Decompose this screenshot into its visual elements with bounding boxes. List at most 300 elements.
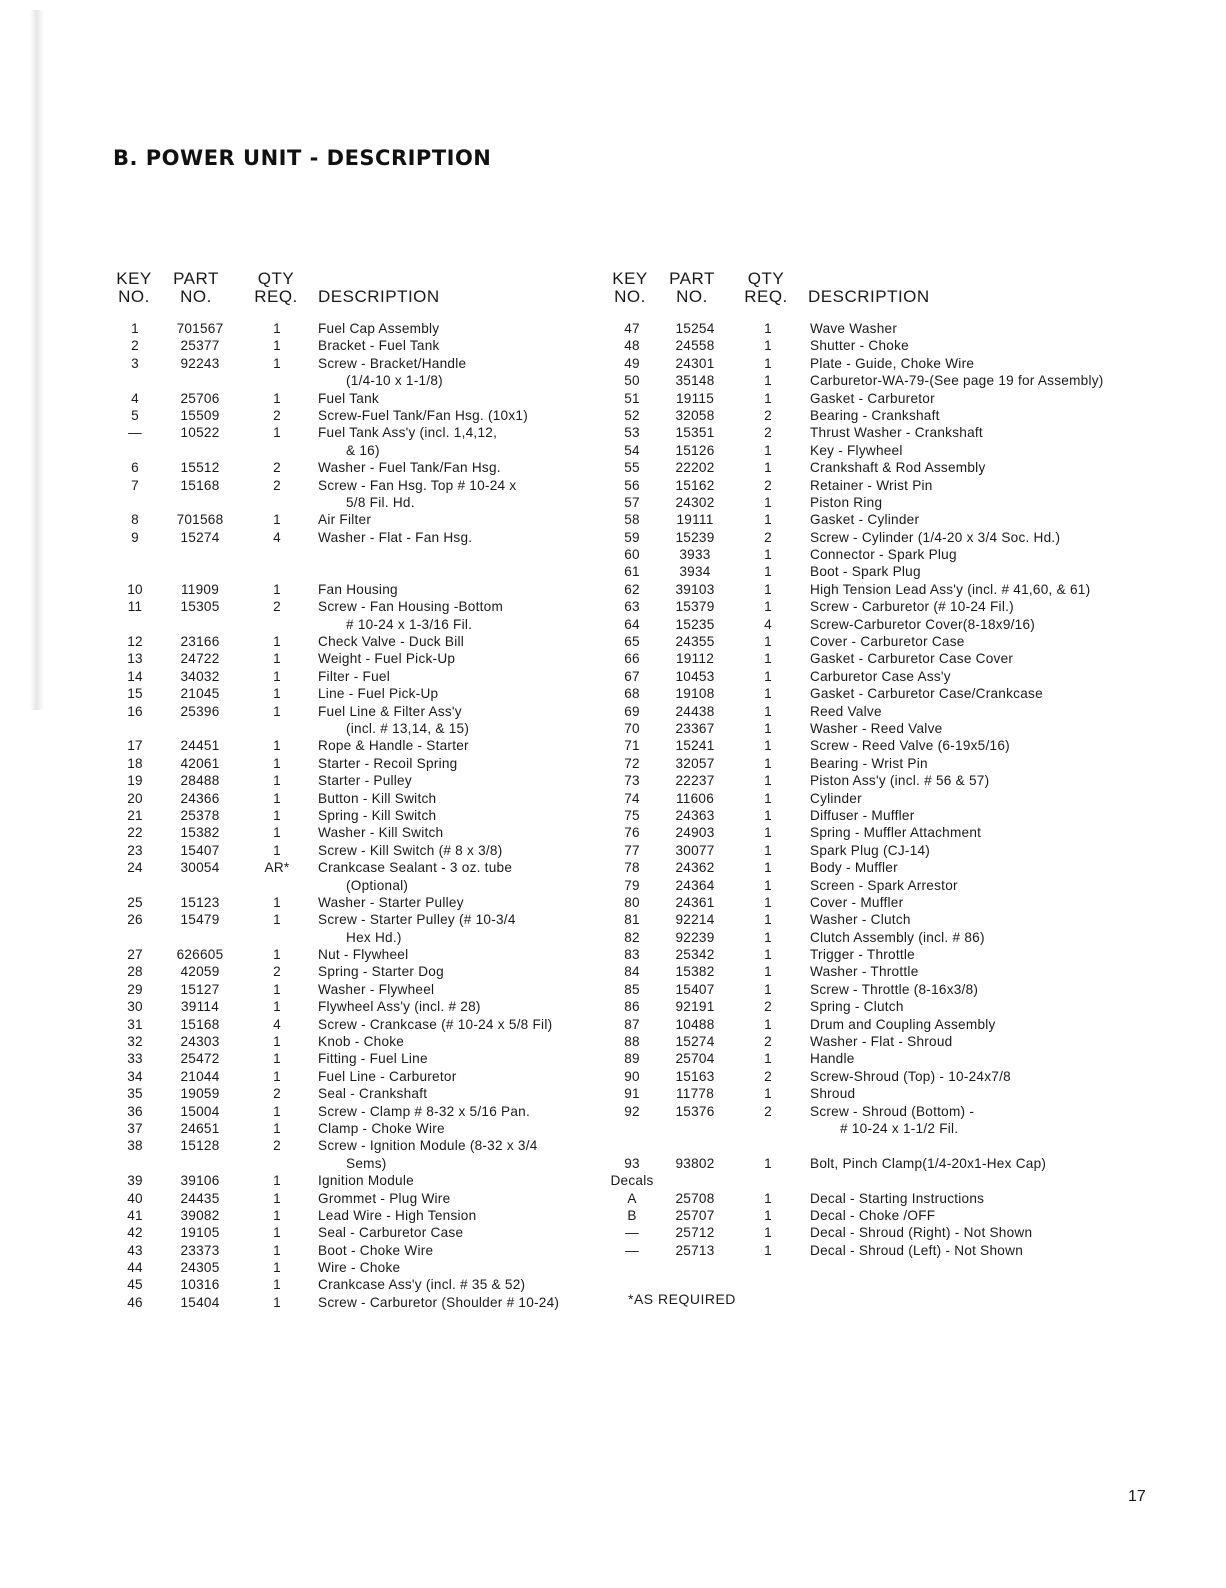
cell-description: Decal - Choke /OFF xyxy=(810,1207,936,1223)
cell-qty-req: 1 xyxy=(273,321,281,336)
cell-description: Screw - Carburetor (# 10-24 Fil.) xyxy=(810,599,1014,615)
cell-description: Cover - Carburetor Case xyxy=(810,634,965,650)
cell-qty-req: 2 xyxy=(764,477,772,493)
table-row xyxy=(0,1103,1226,1120)
table-row xyxy=(0,842,1226,859)
cell-part-no: 22237 xyxy=(675,773,715,789)
cell-description: Fuel Line - Carburetor xyxy=(318,1068,457,1084)
cell-qty-req: 1 xyxy=(273,686,281,702)
cell-key-no: 61 xyxy=(624,564,640,580)
cell-part-no: 42059 xyxy=(180,964,220,980)
cell-qty-req: 1 xyxy=(273,1120,281,1136)
cell-part-no: 25342 xyxy=(675,947,715,963)
table-row xyxy=(0,1137,1226,1154)
cell-part-no: 15235 xyxy=(675,616,715,632)
cell-key-no: 80 xyxy=(624,894,640,910)
table-row xyxy=(0,563,1226,580)
cell-qty-req: 1 xyxy=(764,964,772,980)
cell-key-no: 92 xyxy=(624,1103,640,1119)
cell-part-no: 25377 xyxy=(180,338,220,354)
cell-description: Screw - Kill Switch (# 8 x 3/8) xyxy=(318,842,503,858)
table-row xyxy=(0,1033,1226,1050)
cell-part-no: 28488 xyxy=(180,773,220,789)
cell-description: Connector - Spark Plug xyxy=(810,547,957,563)
table-row xyxy=(0,755,1226,772)
cell-part-no: 15274 xyxy=(675,1034,715,1050)
cell-description: Screw-Fuel Tank/Fan Hsg. (10x1) xyxy=(318,407,528,423)
cell-key-no: 34 xyxy=(127,1068,143,1084)
cell-description: Screw - Clamp # 8-32 x 5/16 Pan. xyxy=(318,1103,530,1119)
cell-key-no: 48 xyxy=(624,338,640,354)
cell-key-no: B xyxy=(627,1207,637,1223)
cell-part-no: 15404 xyxy=(180,1294,220,1310)
cell-part-no: 15379 xyxy=(675,599,715,615)
cell-description: Fuel Cap Assembly xyxy=(318,321,440,336)
cell-description: Spring - Kill Switch xyxy=(318,807,437,823)
header-part-no-right: PART NO. xyxy=(669,269,715,306)
cell-key-no: 20 xyxy=(127,790,143,806)
table-row xyxy=(0,1207,1226,1224)
cell-qty-req: 2 xyxy=(764,1068,772,1084)
cell-key-no: 77 xyxy=(624,842,640,858)
cell-key-no: 55 xyxy=(624,460,640,476)
cell-part-no: 15512 xyxy=(180,460,220,476)
cell-qty-req: 1 xyxy=(764,877,772,893)
cell-key-no: 43 xyxy=(127,1242,143,1258)
cell-qty-req: 1 xyxy=(764,1051,772,1067)
cell-part-no: 15163 xyxy=(675,1068,715,1084)
cell-description: Washer - Kill Switch xyxy=(318,825,444,841)
cell-description: Drum and Coupling Assembly xyxy=(810,1016,996,1032)
table-row xyxy=(0,529,1226,546)
table-row xyxy=(0,1085,1226,1102)
cell-description: Body - Muffler xyxy=(810,860,898,876)
cell-description: Wire - Choke xyxy=(318,1260,401,1276)
table-row xyxy=(0,981,1226,998)
table-row xyxy=(0,963,1226,980)
cell-qty-req: 1 xyxy=(764,373,772,389)
cell-key-no: 25 xyxy=(127,894,143,910)
cell-key-no: 46 xyxy=(127,1294,143,1310)
cell-part-no: 23373 xyxy=(180,1242,220,1258)
cell-description: Screw - Carburetor (Shoulder # 10-24) xyxy=(318,1294,560,1310)
cell-description: Screw - Crankcase (# 10-24 x 5/8 Fil) xyxy=(318,1016,553,1032)
cell-key-no: A xyxy=(627,1190,637,1206)
cell-qty-req: 1 xyxy=(273,703,281,719)
cell-description: (incl. # 13,14, & 15) xyxy=(346,720,470,736)
cell-part-no: 93802 xyxy=(675,1155,715,1171)
cell-part-no: 15168 xyxy=(180,477,220,493)
cell-key-no: 33 xyxy=(127,1051,143,1067)
cell-part-no: 19111 xyxy=(676,512,714,528)
cell-qty-req: 2 xyxy=(764,407,772,423)
cell-key-no: 69 xyxy=(624,703,640,719)
cell-key-no: 50 xyxy=(624,373,640,389)
cell-description: & 16) xyxy=(346,442,380,458)
cell-key-no: 85 xyxy=(624,981,640,997)
cell-qty-req: 1 xyxy=(764,894,772,910)
table-row xyxy=(0,946,1226,963)
cell-part-no: 25713 xyxy=(675,1242,715,1258)
cell-key-no: — xyxy=(625,1242,639,1258)
cell-qty-req: 1 xyxy=(273,1277,281,1293)
cell-part-no: 39103 xyxy=(675,581,715,597)
cell-description: Spring - Clutch xyxy=(810,999,904,1015)
cell-description: Starter - Pulley xyxy=(318,773,412,789)
cell-qty-req: 2 xyxy=(764,1103,772,1119)
cell-part-no: 15382 xyxy=(675,964,715,980)
cell-qty-req: 1 xyxy=(273,1260,281,1276)
cell-description: Spring - Muffler Attachment xyxy=(810,825,982,841)
cell-key-no: 54 xyxy=(624,442,640,458)
cell-key-no: 41 xyxy=(127,1207,143,1223)
cell-part-no: 24361 xyxy=(675,894,715,910)
cell-qty-req: 1 xyxy=(764,929,772,945)
cell-part-no: 3934 xyxy=(679,564,711,580)
cell-part-no: 15274 xyxy=(180,529,220,545)
cell-description: Diffuser - Muffler xyxy=(810,807,915,823)
cell-key-no: 4 xyxy=(131,390,139,406)
cell-key-no: 66 xyxy=(624,651,640,667)
table-row xyxy=(0,616,1226,633)
cell-part-no: 25472 xyxy=(180,1051,220,1067)
cell-qty-req: 1 xyxy=(273,912,281,928)
cell-qty-req: 1 xyxy=(273,807,281,823)
cell-key-no: 7 xyxy=(131,477,139,493)
table-row xyxy=(0,494,1226,511)
cell-qty-req: 1 xyxy=(764,355,772,371)
cell-description: Grommet - Plug Wire xyxy=(318,1190,451,1206)
cell-qty-req: 1 xyxy=(764,599,772,615)
cell-description: Shutter - Choke xyxy=(810,338,909,354)
cell-qty-req: 1 xyxy=(764,564,772,580)
cell-key-no: 83 xyxy=(624,947,640,963)
cell-key-no: 8 xyxy=(131,512,139,528)
cell-key-no: 56 xyxy=(624,477,640,493)
cell-description: (1/4-10 x 1-1/8) xyxy=(346,373,443,389)
cell-key-no: 45 xyxy=(127,1277,143,1293)
cell-part-no: 626605 xyxy=(176,947,224,963)
cell-part-no: 24364 xyxy=(675,877,715,893)
cell-qty-req: 1 xyxy=(764,755,772,771)
header-qty-req-right: QTY REQ. xyxy=(744,269,788,306)
table-row xyxy=(0,633,1226,650)
cell-qty-req: 1 xyxy=(764,773,772,789)
cell-part-no: 92191 xyxy=(675,999,715,1015)
cell-key-no: — xyxy=(625,1225,639,1241)
cell-description: Fuel Tank xyxy=(318,390,379,406)
table-row xyxy=(0,998,1226,1015)
cell-part-no: 32058 xyxy=(675,407,715,423)
cell-key-no: 64 xyxy=(624,616,640,632)
cell-qty-req: 1 xyxy=(273,390,281,406)
cell-qty-req: 1 xyxy=(273,581,281,597)
cell-qty-req: 1 xyxy=(764,686,772,702)
cell-description: Fuel Tank Ass'y (incl. 1,4,12, xyxy=(318,425,498,441)
cell-key-no: 26 xyxy=(127,912,143,928)
cell-qty-req: 1 xyxy=(764,738,772,754)
cell-key-no: 14 xyxy=(127,668,143,684)
cell-qty-req: 1 xyxy=(273,947,281,963)
cell-description: Spring - Starter Dog xyxy=(318,964,444,980)
cell-description: Screw - Fan Housing -Bottom xyxy=(318,599,504,615)
cell-part-no: 15127 xyxy=(180,981,220,997)
cell-qty-req: 1 xyxy=(273,755,281,771)
cell-part-no: 24438 xyxy=(675,703,715,719)
cell-part-no: 3933 xyxy=(679,547,711,563)
cell-qty-req: 2 xyxy=(273,1086,281,1102)
cell-description: (Optional) xyxy=(346,877,409,893)
cell-part-no: 24305 xyxy=(180,1260,220,1276)
cell-key-no: 49 xyxy=(624,355,640,371)
cell-key-no: 15 xyxy=(127,686,143,702)
table-row xyxy=(0,720,1226,737)
cell-description: Washer - Fuel Tank/Fan Hsg. xyxy=(318,460,501,476)
cell-description: Retainer - Wrist Pin xyxy=(810,477,933,493)
cell-description: Gasket - Carburetor Case Cover xyxy=(810,651,1014,667)
cell-key-no: 1 xyxy=(131,321,139,336)
table-row xyxy=(0,772,1226,789)
cell-qty-req: 1 xyxy=(273,1242,281,1258)
cell-key-no: 12 xyxy=(127,634,143,650)
table-row xyxy=(0,1155,1226,1172)
cell-qty-req: 2 xyxy=(273,407,281,423)
cell-key-no: 71 xyxy=(624,738,640,754)
cell-part-no: 19108 xyxy=(675,686,715,702)
cell-key-no: 89 xyxy=(624,1051,640,1067)
cell-key-no: 2 xyxy=(131,338,139,354)
cell-key-no: 40 xyxy=(127,1190,143,1206)
cell-description: Gasket - Carburetor xyxy=(810,390,935,406)
cell-part-no: 39114 xyxy=(180,999,220,1015)
cell-key-no: 29 xyxy=(127,981,143,997)
cell-part-no: 10316 xyxy=(180,1277,220,1293)
table-row xyxy=(0,1016,1226,1033)
table-row xyxy=(0,911,1226,928)
cell-part-no: 92214 xyxy=(675,912,715,928)
cell-description: Shroud xyxy=(810,1086,856,1102)
cell-key-no: 79 xyxy=(624,877,640,893)
cell-part-no: 701567 xyxy=(176,321,224,336)
cell-qty-req: 1 xyxy=(273,738,281,754)
cell-part-no: 15128 xyxy=(180,1138,220,1154)
table-row xyxy=(0,1190,1226,1207)
cell-description: Fuel Line & Filter Ass'y xyxy=(318,703,462,719)
cell-part-no: 19059 xyxy=(180,1086,220,1102)
cell-part-no: 15376 xyxy=(675,1103,715,1119)
cell-qty-req: 1 xyxy=(764,668,772,684)
table-row xyxy=(0,894,1226,911)
cell-description: Washer - Reed Valve xyxy=(810,720,943,736)
cell-qty-req: 1 xyxy=(764,390,772,406)
cell-part-no: 21044 xyxy=(180,1068,220,1084)
cell-qty-req: 1 xyxy=(273,512,281,528)
cell-key-no: 76 xyxy=(624,825,640,841)
cell-key-no: 73 xyxy=(624,773,640,789)
cell-qty-req: 1 xyxy=(764,1207,772,1223)
cell-qty-req: 2 xyxy=(273,964,281,980)
cell-description: Rope & Handle - Starter xyxy=(318,738,469,754)
table-row xyxy=(0,407,1226,424)
cell-description: Carburetor-WA-79-(See page 19 for Assembly) xyxy=(810,373,1104,389)
cell-key-no: 91 xyxy=(624,1086,640,1102)
cell-qty-req: 1 xyxy=(273,338,281,354)
cell-part-no: 15162 xyxy=(675,477,715,493)
cell-qty-req: 1 xyxy=(764,703,772,719)
cell-qty-req: 1 xyxy=(764,807,772,823)
cell-part-no: 15254 xyxy=(675,321,715,336)
cell-description: Piston Ring xyxy=(810,494,883,510)
cell-qty-req: 1 xyxy=(273,999,281,1015)
table-row xyxy=(0,877,1226,894)
cell-qty-req: 2 xyxy=(764,999,772,1015)
cell-description: Line - Fuel Pick-Up xyxy=(318,686,439,702)
cell-qty-req: 1 xyxy=(764,581,772,597)
cell-part-no: 25396 xyxy=(180,703,220,719)
cell-part-no: 15351 xyxy=(675,425,715,441)
cell-key-no: 32 xyxy=(127,1034,143,1050)
cell-description: Check Valve - Duck Bill xyxy=(318,634,465,650)
cell-description: Cylinder xyxy=(810,790,862,806)
cell-part-no: 15407 xyxy=(675,981,715,997)
cell-part-no: 24363 xyxy=(675,807,715,823)
cell-qty-req: AR* xyxy=(264,860,290,876)
cell-description: Screw - Cylinder (1/4-20 x 3/4 Soc. Hd.) xyxy=(810,529,1061,545)
cell-qty-req: 1 xyxy=(273,1173,281,1189)
cell-part-no: 10488 xyxy=(675,1016,715,1032)
table-row xyxy=(0,668,1226,685)
cell-part-no: 39106 xyxy=(180,1173,220,1189)
cell-description: Decal - Starting Instructions xyxy=(810,1190,985,1206)
cell-description: Bolt, Pinch Clamp(1/4-20x1-Hex Cap) xyxy=(810,1155,1047,1171)
cell-qty-req: 1 xyxy=(764,842,772,858)
cell-key-no: 51 xyxy=(624,390,640,406)
table-row xyxy=(0,1276,600,1293)
cell-qty-req: 1 xyxy=(764,547,772,563)
cell-part-no: 25704 xyxy=(675,1051,715,1067)
table-row xyxy=(0,1172,1226,1189)
cell-qty-req: 1 xyxy=(764,1242,772,1258)
cell-description: Boot - Spark Plug xyxy=(810,564,921,580)
cell-key-no: 90 xyxy=(624,1068,640,1084)
cell-part-no: 30054 xyxy=(180,860,220,876)
table-row xyxy=(0,737,1226,754)
cell-qty-req: 1 xyxy=(273,842,281,858)
cell-part-no: 25712 xyxy=(675,1225,715,1241)
section-title: B. POWER UNIT - DESCRIPTION xyxy=(113,146,492,170)
cell-key-no: 93 xyxy=(624,1155,640,1171)
cell-qty-req: 1 xyxy=(273,790,281,806)
cell-description: Screw - Fan Hsg. Top # 10-24 x xyxy=(318,477,517,493)
cell-description: Clamp - Choke Wire xyxy=(318,1120,445,1136)
cell-key-no: 59 xyxy=(624,529,640,545)
table-row xyxy=(0,685,1226,702)
cell-description: High Tension Lead Ass'y (incl. # 41,60, & 61) xyxy=(810,581,1091,597)
cell-description: Plate - Guide, Choke Wire xyxy=(810,355,975,371)
cell-key-no: 5 xyxy=(131,407,139,423)
cell-description: Sems) xyxy=(346,1155,387,1171)
cell-part-no: 24451 xyxy=(180,738,220,754)
cell-key-no: 81 xyxy=(624,912,640,928)
cell-qty-req: 1 xyxy=(764,512,772,528)
parts-list-right xyxy=(0,320,1226,1259)
cell-description: Screw - Ignition Module (8-32 x 3/4 xyxy=(318,1138,538,1154)
cell-key-no: 82 xyxy=(624,929,640,945)
cell-qty-req: 1 xyxy=(764,860,772,876)
cell-key-no: 36 xyxy=(127,1103,143,1119)
cell-description: Knob - Choke xyxy=(318,1034,405,1050)
cell-description: Reed Valve xyxy=(810,703,882,719)
cell-qty-req: 1 xyxy=(273,1051,281,1067)
cell-part-no: 24435 xyxy=(180,1190,220,1206)
table-row xyxy=(0,1259,600,1276)
cell-qty-req: 1 xyxy=(764,1225,772,1241)
header-qty-req: QTY REQ. xyxy=(254,269,298,306)
cell-key-no: 35 xyxy=(127,1086,143,1102)
header-key-no-right: KEY NO. xyxy=(612,269,648,306)
cell-description: Screw-Shroud (Top) - 10-24x7/8 xyxy=(810,1068,1011,1084)
cell-description: Thrust Washer - Crankshaft xyxy=(810,425,983,441)
table-row xyxy=(0,320,1226,337)
cell-qty-req: 1 xyxy=(273,1207,281,1223)
table-row xyxy=(0,650,1226,667)
cell-qty-req: 1 xyxy=(764,442,772,458)
cell-qty-req: 4 xyxy=(273,1016,281,1032)
cell-part-no: 23166 xyxy=(180,634,220,650)
cell-description: Lead Wire - High Tension xyxy=(318,1207,477,1223)
cell-description: Bearing - Crankshaft xyxy=(810,407,940,423)
cell-key-no: 67 xyxy=(624,668,640,684)
cell-qty-req: 1 xyxy=(764,494,772,510)
cell-qty-req: 1 xyxy=(273,894,281,910)
table-row xyxy=(0,477,1226,494)
cell-description: Washer - Clutch xyxy=(810,912,911,928)
cell-key-no: 23 xyxy=(127,842,143,858)
cell-key-no: 16 xyxy=(127,703,143,719)
table-row xyxy=(0,598,1226,615)
table-row xyxy=(0,442,1226,459)
cell-key-no: 47 xyxy=(624,321,640,336)
cell-qty-req: 1 xyxy=(764,634,772,650)
cell-part-no: 32057 xyxy=(675,755,715,771)
cell-description: Weight - Fuel Pick-Up xyxy=(318,651,456,667)
cell-part-no: 25706 xyxy=(180,390,220,406)
cell-part-no: 22202 xyxy=(675,460,715,476)
cell-qty-req: 4 xyxy=(273,529,281,545)
cell-key-no: 18 xyxy=(127,755,143,771)
cell-key-no: 84 xyxy=(624,964,640,980)
cell-part-no: 19112 xyxy=(675,651,715,667)
cell-qty-req: 2 xyxy=(764,1034,772,1050)
table-row xyxy=(0,929,1226,946)
cell-description: Screw - Throttle (8-16x3/8) xyxy=(810,981,979,997)
cell-part-no: 25378 xyxy=(180,807,220,823)
cell-qty-req: 1 xyxy=(764,338,772,354)
cell-description: Washer - Throttle xyxy=(810,964,919,980)
cell-description: Gasket - Cylinder xyxy=(810,512,920,528)
cell-description: Fitting - Fuel Line xyxy=(318,1051,428,1067)
cell-description: Handle xyxy=(810,1051,855,1067)
cell-qty-req: 1 xyxy=(273,825,281,841)
cell-qty-req: 1 xyxy=(764,947,772,963)
cell-key-no: 74 xyxy=(624,790,640,806)
table-row xyxy=(0,1120,1226,1137)
cell-qty-req: 1 xyxy=(764,912,772,928)
table-row xyxy=(0,1068,1226,1085)
cell-key-no: 78 xyxy=(624,860,640,876)
cell-key-no: 6 xyxy=(131,460,139,476)
cell-part-no: 30077 xyxy=(675,842,715,858)
